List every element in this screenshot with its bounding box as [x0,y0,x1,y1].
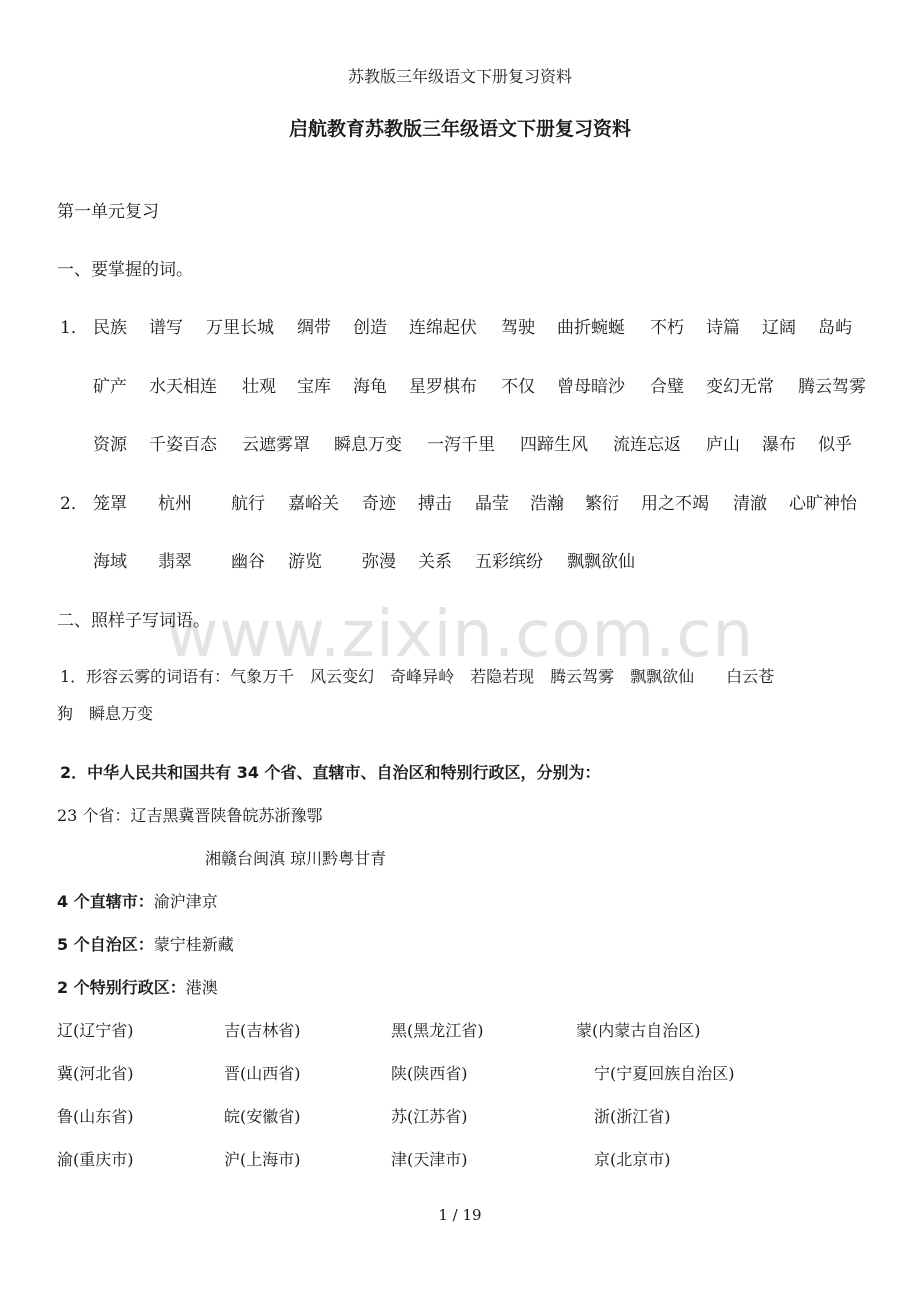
abbreviation-cell: 渝(重庆市) [57,1150,134,1169]
section2-heading: 二、照样子写词语。 [57,611,210,631]
abbreviation-cell: 晋(山西省) [224,1064,301,1083]
vocab-word: 矿产 [93,377,127,397]
abbreviation-cell: 冀(河北省) [57,1064,134,1083]
vocab-word: 变幻无常 [706,377,774,397]
vocab-word: 繁衍 [585,494,619,514]
vocab-word: 云遮雾罩 [242,435,310,455]
document-title: 启航教育苏教版三年级语文下册复习资料 [288,118,631,140]
vocab-word: 资源 [93,435,127,455]
vocab-word: 万里长城 [206,318,274,338]
vocab-word: 海龟 [353,377,387,397]
vocab-word: 用之不竭 [641,494,709,514]
vocab-word: 诗篇 [706,318,740,338]
vocab-word: 晶莹 [475,494,509,514]
vocab-word: 四蹄生风 [520,435,588,455]
vocab-word: 翡翠 [158,552,192,572]
vocab-word: 岛屿 [818,318,852,338]
vocab-word: 不朽 [650,318,684,338]
vocab-word: 海域 [93,552,127,572]
vocab-word: 瀑布 [762,435,796,455]
page-number: 1 / 19 [438,1206,482,1224]
vocab-word: 笼罩 [93,494,127,514]
abbreviation-cell: 沪(上海市) [224,1150,301,1169]
vocab-word: 清澈 [733,494,767,514]
cloud-words-line1: 1．形容云雾的词语有：气象万千 风云变幻 奇峰异岭 若隐若现 腾云驾雾 飘飘欲仙 白云苍 [60,667,775,686]
sar-list: 港澳 [185,978,218,997]
vocab-word: 谱写 [149,318,183,338]
autonomous-list: 蒙宁桂新藏 [153,935,234,954]
vocab-word: 杭州 [158,494,192,514]
vocab-word: 瞬息万变 [334,435,402,455]
cloud-words-line2: 狗 瞬息万变 [57,704,154,723]
abbreviation-cell: 苏(江苏省) [391,1107,468,1126]
vocab-word: 不仅 [501,377,535,397]
vocab-word: 一泻千里 [427,435,495,455]
abbreviation-cell: 皖(安徽省) [224,1107,301,1126]
abbreviation-cell: 宁(宁夏回族自治区) [594,1064,735,1083]
abbreviation-cell: 辽(辽宁省) [57,1021,134,1040]
vocab-word: 似乎 [818,435,852,455]
item1-number: 1． [60,318,88,338]
provinces-intro: 2．中华人民共和国共有 34 个省、直辖市、自治区和特别行政区，分别为： [60,763,601,782]
vocab-word: 游览 [288,552,322,572]
abbreviation-cell: 京(北京市) [594,1150,671,1169]
provinces-line [57,803,322,826]
vocab-word: 壮观 [242,377,276,397]
vocab-word: 弥漫 [362,552,396,572]
vocab-word: 宝库 [297,377,331,397]
vocab-word: 幽谷 [231,552,265,572]
provinces-list: 辽吉黑冀晋陕鲁皖苏浙豫鄂 [130,806,323,825]
item2-number: 2． [60,494,88,514]
section1-heading: 一、要掌握的词。 [57,260,193,280]
vocab-word: 心旷神怡 [789,494,857,514]
vocab-word: 连绵起伏 [409,318,477,338]
running-header: 苏教版三年级语文下册复习资料 [347,67,572,86]
watermark: www.zixin.com.cn [165,598,755,672]
vocab-word: 合璧 [650,377,684,397]
vocab-word: 水天相连 [149,377,217,397]
provinces-list-continued: 湘赣台闽滇 琼川黔粤甘青 [205,849,387,868]
vocab-word: 关系 [418,552,452,572]
vocab-word: 驾驶 [501,318,535,338]
vocab-word: 曾母暗沙 [557,377,625,397]
autonomous-label: 5 个自治区： [57,935,154,954]
vocab-word: 民族 [93,318,127,338]
vocab-word: 辽阔 [762,318,796,338]
abbreviation-cell: 陕(陕西省) [391,1064,468,1083]
unit-heading: 第一单元复习 [57,202,159,222]
vocab-word: 流连忘返 [613,435,681,455]
sar-label: 2 个特别行政区： [57,978,186,997]
vocab-word: 千姿百态 [149,435,217,455]
vocab-word: 五彩缤纷 [475,552,543,572]
sar-line [57,975,218,998]
municipalities-label: 4 个直辖市： [57,892,154,911]
vocab-word: 星罗棋布 [409,377,477,397]
abbreviation-cell: 津(天津市) [391,1150,468,1169]
vocab-word: 浩瀚 [530,494,564,514]
vocab-word: 嘉峪关 [288,494,339,514]
vocab-word: 飘飘欲仙 [567,552,635,572]
abbreviation-cell: 吉(吉林省) [224,1021,301,1040]
vocab-word: 奇迹 [362,494,396,514]
vocab-word: 曲折蜿蜒 [557,318,625,338]
municipalities-line [57,889,218,912]
abbreviation-cell: 蒙(内蒙古自治区) [576,1021,701,1040]
vocab-word: 创造 [353,318,387,338]
abbreviation-cell: 黑(黑龙江省) [391,1021,484,1040]
abbreviation-cell: 鲁(山东省) [57,1107,134,1126]
autonomous-line [57,932,234,955]
abbreviation-cell: 浙(浙江省) [594,1107,671,1126]
provinces-label: 23 个省： [57,806,131,825]
vocab-word: 腾云驾雾 [798,377,866,397]
municipalities-list: 渝沪津京 [153,892,218,911]
vocab-word: 搏击 [418,494,452,514]
vocab-word: 航行 [231,494,265,514]
vocab-word: 庐山 [706,435,740,455]
vocab-word: 绸带 [297,318,331,338]
